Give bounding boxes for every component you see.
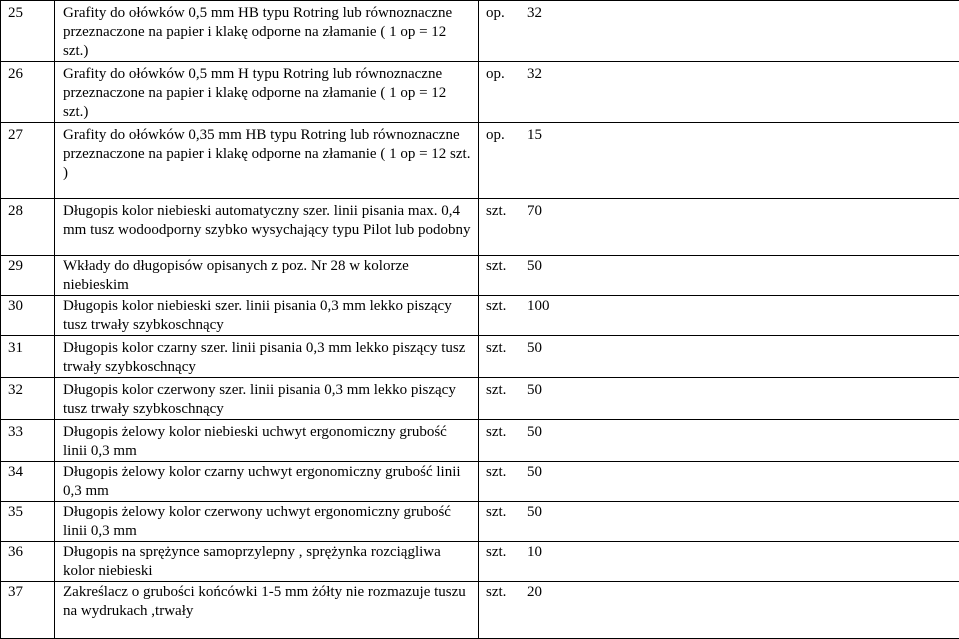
table-row xyxy=(1,582,959,639)
description-cell xyxy=(55,582,479,639)
description-cell xyxy=(55,420,479,462)
row-number-cell xyxy=(1,296,55,336)
quantity: 15 xyxy=(527,126,542,145)
table-row xyxy=(1,62,959,123)
quantity-text xyxy=(479,582,959,602)
quantity-text xyxy=(479,123,959,145)
row-number: 37 xyxy=(1,582,54,602)
description-cell xyxy=(55,256,479,296)
quantity-cell xyxy=(479,378,959,420)
row-number: 36 xyxy=(1,542,54,562)
row-number-cell xyxy=(1,62,55,123)
quantity-cell xyxy=(479,462,959,502)
row-number: 34 xyxy=(1,462,54,482)
quantity-cell xyxy=(479,62,959,123)
row-number-cell xyxy=(1,336,55,378)
row-number: 26 xyxy=(1,62,54,84)
row-number-cell xyxy=(1,542,55,582)
quantity: 50 xyxy=(527,423,542,442)
unit: op. xyxy=(486,4,527,23)
table-row xyxy=(1,296,959,336)
quantity-text xyxy=(479,256,959,276)
item-description: Długopis kolor niebieski szer. linii pisania 0,3 mm lekko piszący tusz trwały szybkoschnący xyxy=(55,296,478,335)
row-number: 27 xyxy=(1,123,54,145)
row-number-cell xyxy=(1,123,55,199)
quantity-text xyxy=(479,62,959,84)
row-number-cell xyxy=(1,462,55,502)
unit: szt. xyxy=(486,257,527,276)
item-description: Długopis na sprężynce samoprzylepny , sprężynka rozciągliwa kolor niebieski xyxy=(55,542,478,581)
quantity-text xyxy=(479,462,959,482)
quantity-cell xyxy=(479,296,959,336)
row-number: 28 xyxy=(1,199,54,221)
unit: szt. xyxy=(486,463,527,482)
quantity-cell xyxy=(479,542,959,582)
row-number: 33 xyxy=(1,420,54,442)
description-cell xyxy=(55,1,479,62)
quantity: 20 xyxy=(527,583,542,602)
item-description: Długopis kolor niebieski automatyczny szer. linii pisania max. 0,4 mm tusz wodoodporny szybko wysychający typu Pilot lub podobny xyxy=(55,199,478,240)
unit: szt. xyxy=(486,423,527,442)
quantity: 50 xyxy=(527,339,542,358)
unit: szt. xyxy=(486,339,527,358)
quantity-cell xyxy=(479,123,959,199)
quantity: 70 xyxy=(527,202,542,221)
quantity-text xyxy=(479,420,959,442)
unit: szt. xyxy=(486,297,527,316)
item-description: Grafity do ołówków 0,35 mm HB typu Rotring lub równoznaczne przeznaczone na papier i klakę odporne na złamanie ( 1 op = 12 szt. ) xyxy=(55,123,478,183)
quantity-text xyxy=(479,502,959,522)
description-cell xyxy=(55,336,479,378)
item-description: Grafity do ołówków 0,5 mm HB typu Rotring lub równoznaczne przeznaczone na papier i klakę odporne na złamanie ( 1 op = 12 szt.) xyxy=(55,1,478,61)
unit: szt. xyxy=(486,583,527,602)
row-number: 29 xyxy=(1,256,54,276)
quantity-cell xyxy=(479,336,959,378)
row-number: 31 xyxy=(1,336,54,358)
table-row xyxy=(1,542,959,582)
quantity: 100 xyxy=(527,297,550,316)
item-description: Zakreślacz o grubości końcówki 1-5 mm żółty nie rozmazuje tuszu na wydrukach ,trwały xyxy=(55,582,478,621)
item-description: Długopis kolor czerwony szer. linii pisania 0,3 mm lekko piszący tusz trwały szybkoschnący xyxy=(55,378,478,419)
row-number-cell xyxy=(1,502,55,542)
item-description: Długopis żelowy kolor czarny uchwyt ergonomiczny grubość linii 0,3 mm xyxy=(55,462,478,501)
description-cell xyxy=(55,199,479,256)
table-row xyxy=(1,502,959,542)
row-number: 35 xyxy=(1,502,54,522)
table-row xyxy=(1,199,959,256)
quantity-cell xyxy=(479,420,959,462)
row-number: 25 xyxy=(1,1,54,23)
row-number-cell xyxy=(1,582,55,639)
quantity-text xyxy=(479,1,959,23)
description-cell xyxy=(55,378,479,420)
quantity-cell xyxy=(479,199,959,256)
quantity-cell xyxy=(479,1,959,62)
quantity: 32 xyxy=(527,65,542,84)
row-number-cell xyxy=(1,1,55,62)
quantity: 50 xyxy=(527,503,542,522)
quantity-text xyxy=(479,378,959,400)
quantity-text xyxy=(479,199,959,221)
quantity-text xyxy=(479,336,959,358)
row-number: 30 xyxy=(1,296,54,316)
item-description: Długopis żelowy kolor czerwony uchwyt ergonomiczny grubość linii 0,3 mm xyxy=(55,502,478,541)
quantity: 50 xyxy=(527,257,542,276)
item-description: Grafity do ołówków 0,5 mm H typu Rotring lub równoznaczne przeznaczone na papier i klakę odporne na złamanie ( 1 op = 12 szt.) xyxy=(55,62,478,122)
description-cell xyxy=(55,123,479,199)
quantity: 32 xyxy=(527,4,542,23)
table-row xyxy=(1,1,959,62)
quantity: 50 xyxy=(527,381,542,400)
table-row xyxy=(1,256,959,296)
description-cell xyxy=(55,62,479,123)
quantity-cell xyxy=(479,582,959,639)
unit: szt. xyxy=(486,503,527,522)
unit: szt. xyxy=(486,543,527,562)
row-number-cell xyxy=(1,420,55,462)
description-cell xyxy=(55,502,479,542)
row-number-cell xyxy=(1,199,55,256)
description-cell xyxy=(55,296,479,336)
quantity-cell xyxy=(479,256,959,296)
description-cell xyxy=(55,542,479,582)
item-description: Wkłady do długopisów opisanych z poz. Nr 28 w kolorze niebieskim xyxy=(55,256,478,295)
unit: szt. xyxy=(486,381,527,400)
quantity-text xyxy=(479,542,959,562)
quantity-text xyxy=(479,296,959,316)
table-row xyxy=(1,123,959,199)
item-description: Długopis kolor czarny szer. linii pisania 0,3 mm lekko piszący tusz trwały szybkoschnący xyxy=(55,336,478,377)
quantity-cell xyxy=(479,502,959,542)
table-row xyxy=(1,420,959,462)
description-cell xyxy=(55,462,479,502)
unit: op. xyxy=(486,126,527,145)
item-description: Długopis żelowy kolor niebieski uchwyt ergonomiczny grubość linii 0,3 mm xyxy=(55,420,478,461)
unit: szt. xyxy=(486,202,527,221)
quantity: 50 xyxy=(527,463,542,482)
quantity: 10 xyxy=(527,543,542,562)
table-row xyxy=(1,336,959,378)
unit: op. xyxy=(486,65,527,84)
row-number-cell xyxy=(1,256,55,296)
table-row xyxy=(1,462,959,502)
table-row xyxy=(1,378,959,420)
row-number-cell xyxy=(1,378,55,420)
row-number: 32 xyxy=(1,378,54,400)
